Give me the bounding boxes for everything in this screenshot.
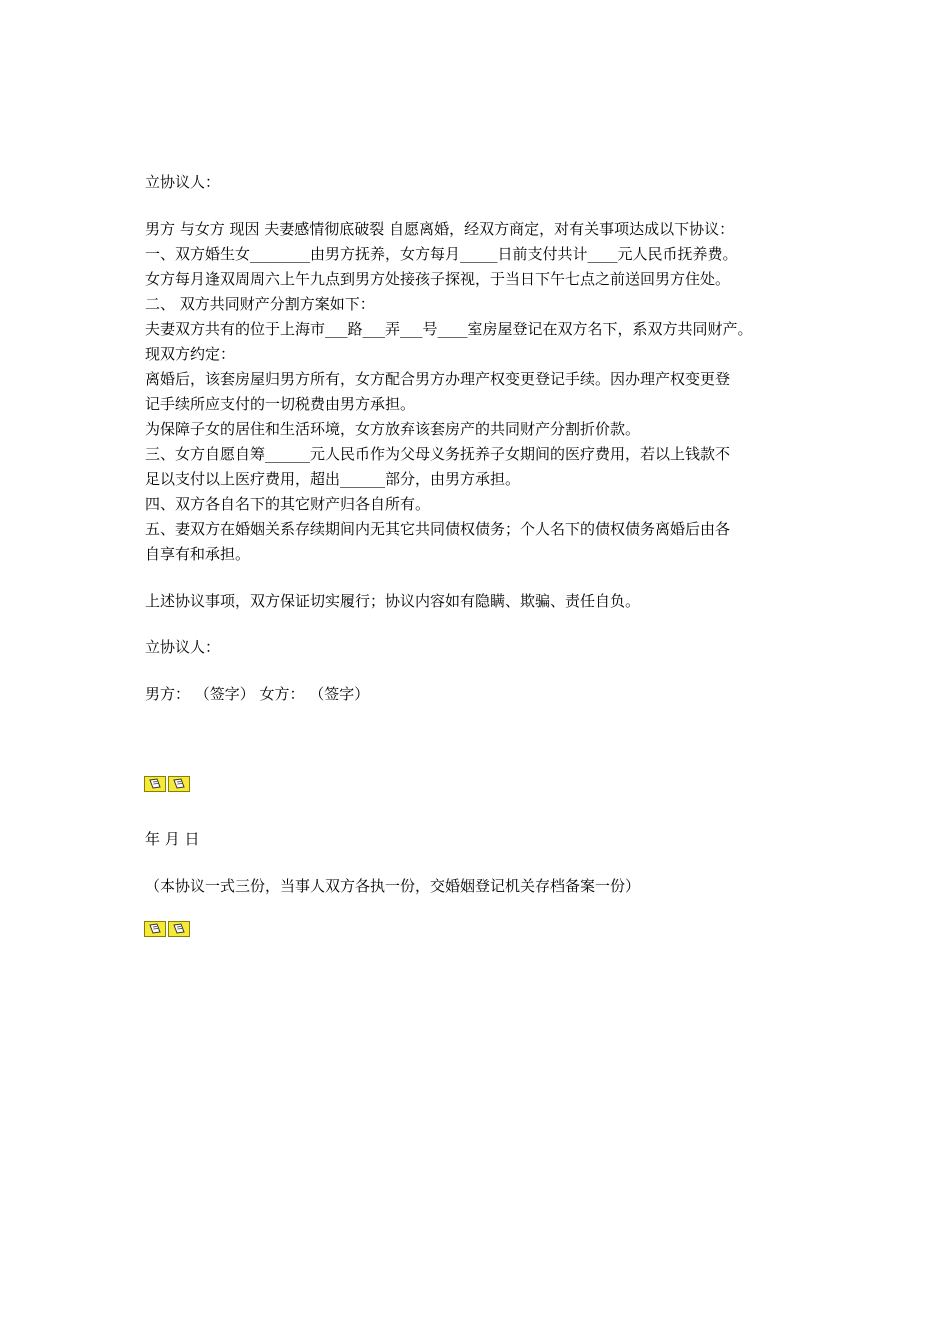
- clause-line: 自享有和承担。: [145, 545, 251, 563]
- embedded-object-icons[interactable]: [144, 776, 192, 792]
- clause-line: 五、妻双方在婚姻关系存续期间内无其它共同债权债务；个人名下的债权债务离婚后由各: [145, 520, 731, 538]
- clause-line: 三、女方自愿自筹______元人民币作为父母义务抚养子女期间的医疗费用，若以上钱款不: [145, 445, 731, 463]
- date-line: 年 月 日: [145, 830, 200, 848]
- guarantee-text: 上述协议事项，双方保证切实履行；协议内容如有隐瞒、欺骗、责任自负。: [145, 592, 641, 610]
- clause-line: 四、双方各自名下的其它财产归各自所有。: [145, 495, 431, 513]
- header-label: 立协议人：: [145, 173, 221, 191]
- signatory-label: 立协议人：: [145, 638, 221, 656]
- document-icon[interactable]: [144, 921, 166, 937]
- copies-note: （本协议一式三份，当事人双方各执一份，交婚姻登记机关存档备案一份）: [145, 877, 641, 895]
- clause-line: 现双方约定：: [145, 345, 236, 363]
- clause-line: 足以支付以上医疗费用，超出______部分，由男方承担。: [145, 470, 521, 488]
- embedded-object-icons[interactable]: [144, 921, 192, 937]
- clause-line: 一、双方婚生女________由男方抚养，女方每月_____日前支付共计____元人民币抚养费。: [145, 245, 738, 263]
- clause-line: 男方 与女方 现因 夫妻感情彻底破裂 自愿离婚，经双方商定，对有关事项达成以下协议：: [145, 220, 735, 238]
- document-icon[interactable]: [144, 776, 166, 792]
- clause-line: 二、 双方共同财产分割方案如下：: [145, 295, 375, 313]
- signature-line: 男方： （签字） 女方： （签字）: [145, 685, 370, 703]
- document-icon[interactable]: [168, 776, 190, 792]
- clause-line: 为保障子女的居住和生活环境，女方放弃该套房产的共同财产分割折价款。: [145, 420, 641, 438]
- clause-line: 离婚后，该套房屋归男方所有，女方配合男方办理产权变更登记手续。因办理产权变更登: [145, 370, 731, 388]
- clause-line: 夫妻双方共有的位于上海市___路___弄___号____室房屋登记在双方名下，系双方共同财产。: [145, 320, 753, 338]
- document-icon[interactable]: [168, 921, 190, 937]
- clause-line: 记手续所应支付的一切税费由男方承担。: [145, 395, 416, 413]
- clause-line: 女方每月逢双周周六上午九点到男方处接孩子探视，于当日下午七点之前送回男方住处。: [145, 270, 731, 288]
